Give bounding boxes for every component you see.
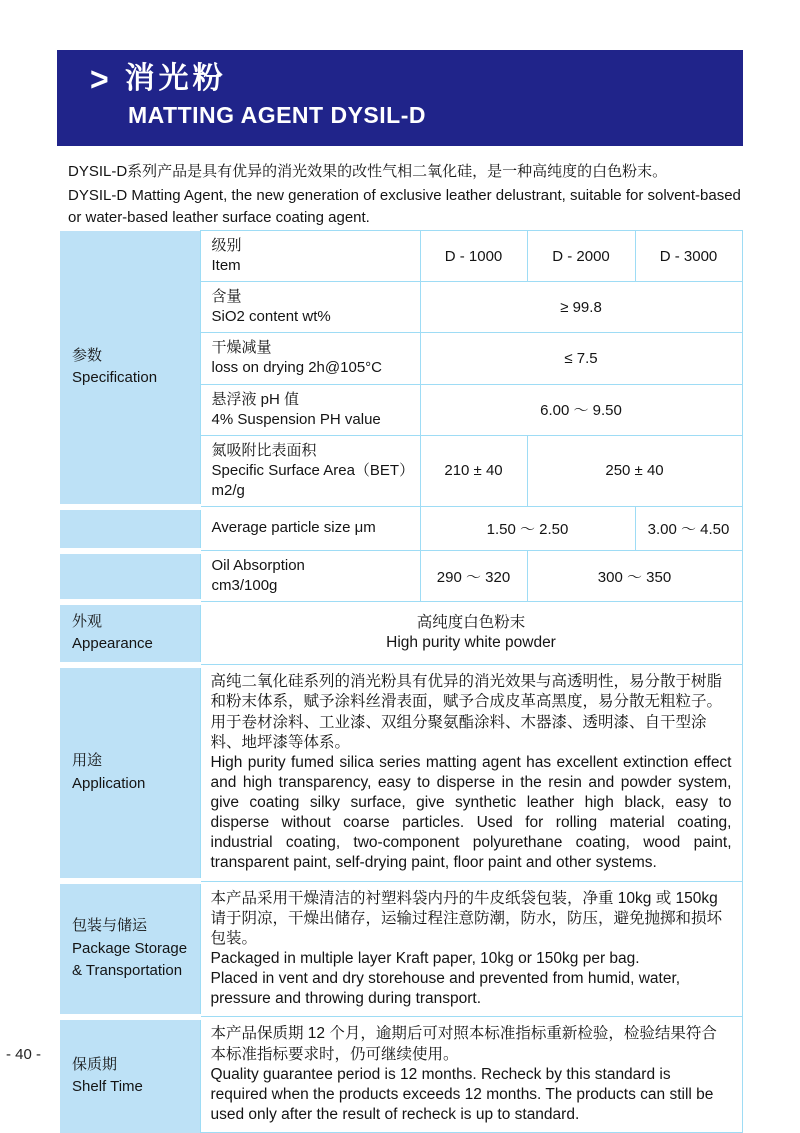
intro-paragraph [68, 161, 749, 228]
value-bet-d2000-d3000: 250 ± 40 [527, 435, 742, 506]
table-row-item [60, 231, 742, 282]
value-sio2: ≥ 99.8 [420, 282, 742, 333]
category-specification-en: Specification [72, 369, 158, 387]
table-row-shelf [60, 1017, 742, 1133]
table-row-oil [60, 551, 742, 602]
row-label-oil: Oil Absorption cm3/100g [200, 551, 420, 602]
category-shelf [60, 1017, 200, 1133]
value-package: 本产品采用干燥清洁的衬塑料袋内丹的牛皮纸袋包装，净重 10kg 或 150kg 请于阴凉，干燥出储存，运输过程注意防潮，防水，防压，避免抛掷和损坏包装。 Packaged in multiple layer Kraft paper, 10kg or 150kg per bag. Placed in vent and dry storehouse and prevented from humid, water, pressure and throwing during transport. [200, 881, 742, 1017]
value-oil-d1000: 290 ～ 320 [420, 551, 527, 602]
row-label-sio2: 含量 SiO2 content wt% [200, 282, 420, 333]
page-number: - 40 - [6, 1046, 42, 1063]
table-row-appearance [60, 602, 742, 665]
category-package-en1: Package Storage [72, 939, 188, 957]
banner-title-row [90, 62, 743, 97]
category-appearance-zh: 外观 [72, 612, 103, 630]
value-ph: 6.00 ～ 9.50 [420, 384, 742, 435]
spec-table [60, 230, 743, 1133]
value-shelf: 本产品保质期 12 个月，逾期后可对照本标准指标重新检验，检验结果符合本标准指标要求时，仍可继续使用。 Quality guarantee period is 12 months. Recheck by this standard is required when the products exceeds 12 months. The products can still be used only after the result of recheck is up to standard. [200, 1017, 742, 1133]
category-shelf-zh: 保质期 [72, 1055, 118, 1073]
category-specification-zh: 参数 [72, 346, 103, 364]
value-appearance: 高纯度白色粉末 High purity white powder [200, 602, 742, 665]
header-banner [57, 50, 743, 146]
row-label-bet: 氮吸附比表面积 Specific Surface Area（BET） m2/g [200, 435, 420, 506]
category-appearance [60, 602, 200, 665]
table-row-package [60, 881, 742, 1017]
row-label-particle: Average particle size μm [200, 507, 420, 551]
category-package-en2: & Transportation [72, 962, 183, 980]
row-label-ph: 悬浮液 pH 值 4% Suspension PH value [200, 384, 420, 435]
table-row-particle [60, 507, 742, 551]
page-title-en: MATTING AGENT DYSIL-D [128, 101, 426, 128]
value-particle-d1000-d2000: 1.50 ～ 2.50 [420, 507, 635, 551]
category-package-zh: 包装与储运 [72, 917, 148, 935]
intro-text-zh: DYSIL-D系列产品是具有优异的消光效果的改性气相二氧化硅，是一种高纯度的白色粉末。 [68, 163, 668, 180]
category-empty-particle [60, 507, 200, 551]
category-shelf-en: Shelf Time [72, 1078, 143, 1096]
category-appearance-en: Appearance [72, 635, 153, 653]
row-label-drying: 干燥减量 loss on drying 2h@105°C [200, 333, 420, 384]
category-application-zh: 用途 [72, 752, 103, 770]
value-item-d3000: D - 3000 [635, 231, 742, 282]
value-bet-d1000: 210 ± 40 [420, 435, 527, 506]
value-application: 高纯二氧化硅系列的消光粉具有优异的消光效果与高透明性，易分散于树脂和粉末体系，赋予涂料丝滑表面，赋予合成皮革高黑度，易分散无粗粒子。用于卷材涂料、工业漆、双组分聚氨酯涂料、木器漆、透明漆、自干型涂料、地坪漆等体系。 High purity fumed silica series matting agent has excellent extinction effect and high transparency, easy to disperse in the resin and powder system, give coating silky surface, give synthetic leather high black, easy to disperse without coarse particles. Used for rolling material coating, industrial coating, two-component polyurethane coating, wood paint, transparent paint, self-drying paint, floor paint and other systems. [200, 665, 742, 881]
category-empty-oil [60, 551, 200, 602]
value-oil-d2000-d3000: 300 ～ 350 [527, 551, 742, 602]
value-particle-d3000: 3.00 ～ 4.50 [635, 507, 742, 551]
category-application-en: Application [72, 774, 146, 792]
chevron-icon: > [90, 60, 109, 99]
value-item-d1000: D - 1000 [420, 231, 527, 282]
category-package [60, 881, 200, 1017]
category-application [60, 665, 200, 881]
value-drying: ≤ 7.5 [420, 333, 742, 384]
category-specification [60, 231, 200, 507]
table-row-application [60, 665, 742, 881]
row-label-item: 级别 Item [200, 231, 420, 282]
intro-text-en: DYSIL-D Matting Agent, the new generation of exclusive leather delustrant, suitable for solvent-based or water-based leather surface coating agent. [68, 186, 741, 226]
page-title-zh: 消光粉 [124, 62, 227, 95]
value-item-d2000: D - 2000 [527, 231, 635, 282]
